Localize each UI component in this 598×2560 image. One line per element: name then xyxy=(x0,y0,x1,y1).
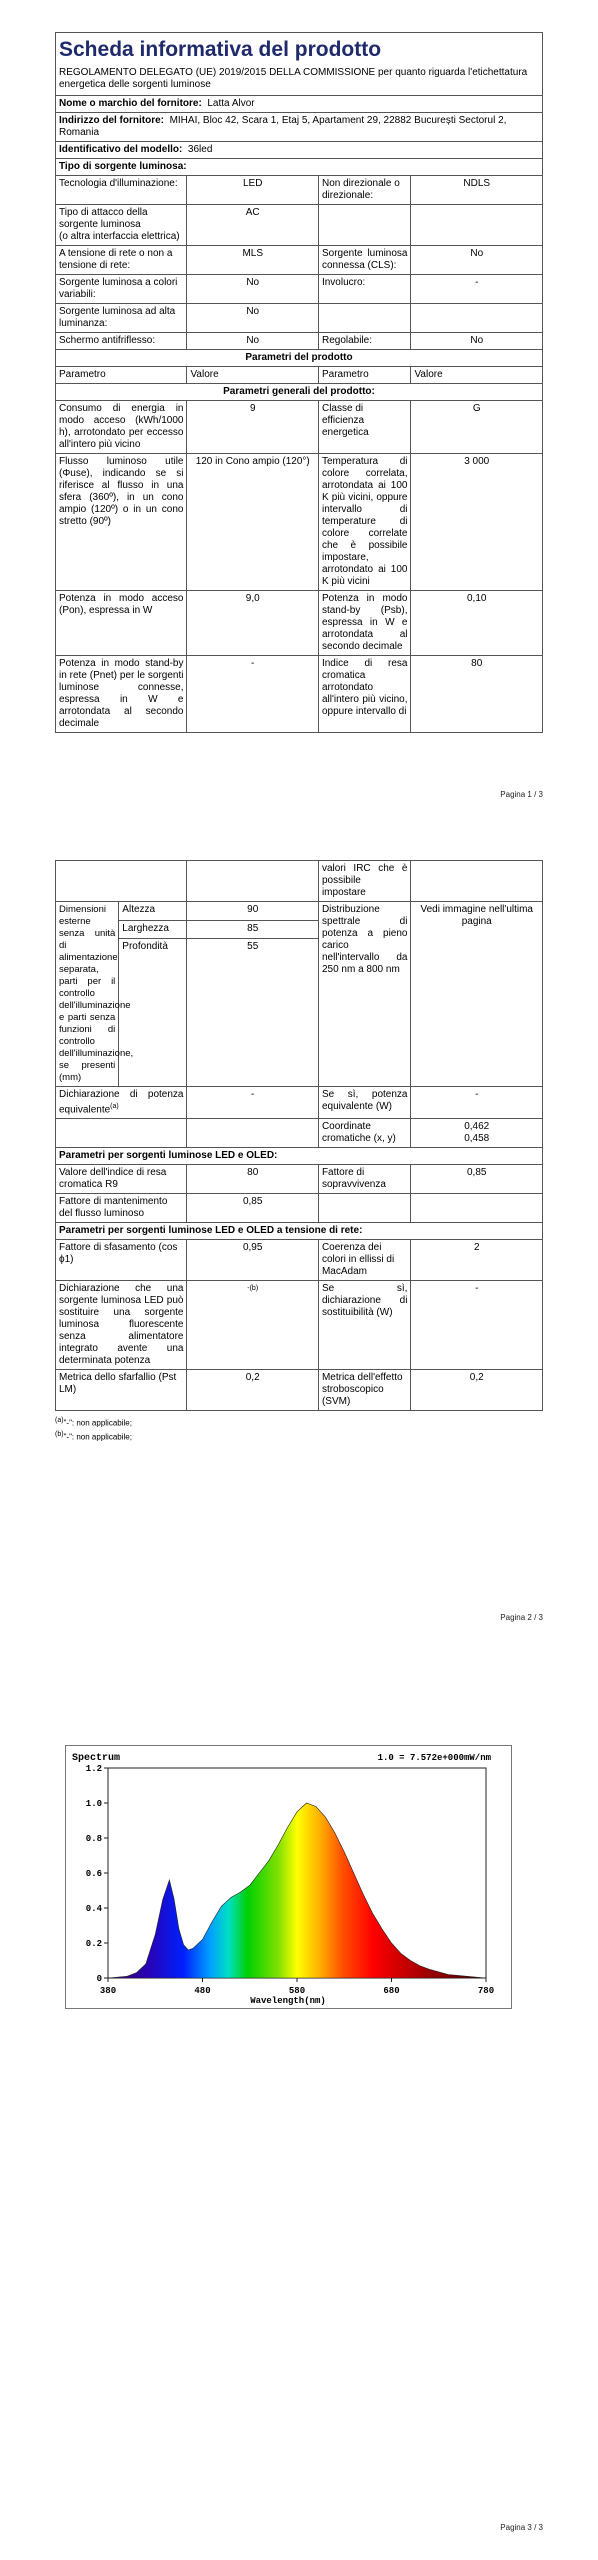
directional-value: NDLS xyxy=(411,176,543,205)
footnote-a xyxy=(55,1415,543,1429)
y-tick-label: 0 xyxy=(96,1974,102,1984)
energy-value: 9 xyxy=(187,401,318,454)
width-value: 85 xyxy=(187,920,318,939)
depth-label: Profondità xyxy=(119,939,187,1087)
supplier-address: MIHAI, Bloc 42, Scara 1, Etaj 5, Apartament 29, 22882 București Sectorul 2, Romania xyxy=(59,115,507,138)
page-2 xyxy=(0,820,598,1680)
footnote-a-text: "-": non applicabile; xyxy=(63,1418,132,1428)
replace-label: Dichiarazione che una sorgente luminosa LED può sostituire una sorgente luminosa fluorescente senza alimentatore integrato avente una determinata potenza xyxy=(56,1281,187,1370)
antiglare-value: No xyxy=(187,333,318,350)
page-3 xyxy=(0,1680,598,2560)
phase-value: 0,95 xyxy=(187,1240,318,1281)
flux-value: 120 in Cono ampio (120°) xyxy=(187,454,318,591)
pon-label: Potenza in modo acceso (Pon), espressa in W xyxy=(56,591,187,656)
spd-label: Distribuzione spettrale di potenza a pieno carico nell'intervallo da 250 nm a 800 nm xyxy=(318,902,411,1087)
r9-value: 80 xyxy=(187,1165,318,1194)
y-tick-label: 1.2 xyxy=(85,1764,102,1774)
page-title: Scheda informativa del prodotto xyxy=(59,38,382,61)
equiv-w-value: - xyxy=(411,1087,543,1119)
svm-value: 0,2 xyxy=(411,1370,543,1411)
energy-label: Consumo di energia in modo acceso (kWh/1000 h), arrotondato per eccesso all'intero più vicino xyxy=(56,401,187,454)
cri-value: 80 xyxy=(411,656,543,733)
col-value-1: Valore xyxy=(187,367,318,384)
x-tick-label: 580 xyxy=(288,1986,306,1996)
replace-value-sup: -(b) xyxy=(247,1285,259,1293)
supplier-address-row xyxy=(56,113,543,142)
x-tick-label: 380 xyxy=(99,1986,117,1996)
product-info-sheet-continued xyxy=(55,860,543,1443)
col-param-2: Parametro xyxy=(318,367,411,384)
pon-value: 9,0 xyxy=(187,591,318,656)
chroma-x: 0,462 xyxy=(464,1121,490,1133)
empty-cell xyxy=(318,1194,411,1223)
product-info-table xyxy=(55,32,543,733)
chroma-y: 0,458 xyxy=(464,1133,490,1145)
dimmable-value: No xyxy=(411,333,543,350)
replace-w-label: Se sì, dichiarazione di sostituibilità (W) xyxy=(318,1281,411,1370)
high-luminance-label: Sorgente luminosa ad alta luminanza: xyxy=(56,304,187,333)
page-1 xyxy=(0,0,598,820)
x-axis-label: Wavelength(nm) xyxy=(250,1996,326,2006)
x-tick-label: 780 xyxy=(477,1986,495,1996)
model-row xyxy=(56,142,543,159)
empty-cell xyxy=(411,861,543,902)
chroma-label: Coordinate cromatiche (x, y) xyxy=(318,1119,411,1148)
spectrum-area xyxy=(108,1803,486,1978)
params-header: Parametri del prodotto xyxy=(56,350,543,367)
regulation-text: REGOLAMENTO DELEGATO (UE) 2019/2015 DELLA COMMISSIONE per quanto riguarda l'etichettatura energetica delle sorgenti luminose xyxy=(59,67,528,90)
width-label: Larghezza xyxy=(119,920,187,939)
y-tick-label: 0.2 xyxy=(85,1939,102,1949)
y-tick-label: 1.0 xyxy=(85,1799,102,1809)
empty-cell xyxy=(318,205,411,246)
dimmable-label: Regolabile: xyxy=(318,333,411,350)
spectrum-chart-frame xyxy=(65,1745,512,2009)
col-value-2: Valore xyxy=(411,367,543,384)
envelope-value: - xyxy=(411,275,543,304)
product-info-table-continued xyxy=(55,860,543,1411)
cls-label: Sorgente luminosa connessa (CLS): xyxy=(318,246,411,275)
phase-label: Fattore di sfasamento (cos ϕ1) xyxy=(56,1240,187,1281)
tunable-value: No xyxy=(187,275,318,304)
col-param-1: Parametro xyxy=(56,367,187,384)
lumen-maint-label: Fattore di mantenimento del flusso luminoso xyxy=(56,1194,187,1223)
supplier-name-label: Nome o marchio del fornitore: xyxy=(59,98,202,109)
depth-value: 55 xyxy=(187,939,318,1087)
psb-value: 0,10 xyxy=(411,591,543,656)
chart-title: Spectrum xyxy=(72,1753,121,1764)
empty-cell xyxy=(187,1119,318,1148)
height-label: Altezza xyxy=(119,902,187,921)
empty-cell xyxy=(318,304,411,333)
page-number-3: Pagina 3 / 3 xyxy=(500,2523,543,2532)
supplier-name: Latta Alvor xyxy=(207,98,255,109)
psb-label: Potenza in modo stand-by (Psb), espressa in W e arrotondata al secondo decimale xyxy=(318,591,411,656)
x-tick-label: 480 xyxy=(194,1986,211,1996)
cct-label: Temperatura di colore correlata, arrotondata ai 100 K più vicini, oppure intervallo di temperature di colore correlate che è possibile impostare, arrotondato ai 100 K più vicini xyxy=(318,454,411,591)
y-tick-label: 0.4 xyxy=(85,1904,102,1914)
r9-label: Valore dell'indice di resa cromatica R9 xyxy=(56,1165,187,1194)
empty-cell xyxy=(411,205,543,246)
cct-value: 3 000 xyxy=(411,454,543,591)
survival-value: 0,85 xyxy=(411,1165,543,1194)
empty-cell xyxy=(411,1194,543,1223)
flux-label: Flusso luminoso utile (Φuse), indicando se si riferisce al flusso in una sfera (360º), in un cono ampio (120º) o in un cono stretto (90º) xyxy=(56,454,187,591)
macadam-label: Coerenza dei colori in ellissi di MacAdam xyxy=(318,1240,411,1281)
mains-label: A tensione di rete o non a tensione di rete: xyxy=(56,246,187,275)
led-params-header: Parametri per sorgenti luminose LED e OLED: xyxy=(56,1148,543,1165)
class-value: G xyxy=(411,401,543,454)
empty-cell xyxy=(187,861,318,902)
footnote-b xyxy=(55,1429,543,1443)
supplier-address-label: Indirizzo del fornitore: xyxy=(59,115,164,126)
page-number-2: Pagina 2 / 3 xyxy=(500,1613,543,1622)
equiv-value: - xyxy=(187,1087,318,1119)
pst-label: Metrica dello sfarfallio (Pst LM) xyxy=(56,1370,187,1411)
antiglare-label: Schermo antifriflesso: xyxy=(56,333,187,350)
spd-value: Vedi immagine nell'ultima pagina xyxy=(411,902,543,1087)
equiv-w-label: Se sì, potenza equivalente (W) xyxy=(318,1087,411,1119)
footnote-a-mark: (a) xyxy=(55,1417,64,1425)
tunable-label: Sorgente luminosa a colori variabili: xyxy=(56,275,187,304)
product-info-sheet xyxy=(55,32,543,733)
chroma-value xyxy=(411,1119,543,1148)
pst-value: 0,2 xyxy=(187,1370,318,1411)
footnotes xyxy=(55,1415,543,1442)
mains-value: MLS xyxy=(187,246,318,275)
directional-label: Non direzionale o direzionale: xyxy=(318,176,411,205)
page-number-1: Pagina 1 / 3 xyxy=(500,790,543,799)
equiv-sup: (a) xyxy=(110,1103,119,1110)
lumen-maint-value: 0,85 xyxy=(187,1194,318,1223)
pnet-label: Potenza in modo stand-by in rete (Pnet) per le sorgenti luminose connesse, espressa in W e arrotondata al secondo decimale xyxy=(56,656,187,733)
high-luminance-value: No xyxy=(187,304,318,333)
svm-label: Metrica dell'effetto stroboscopico (SVM) xyxy=(318,1370,411,1411)
equiv-label xyxy=(56,1087,187,1119)
footnote-b-mark: (b) xyxy=(55,1430,64,1438)
cap-value: AC xyxy=(187,205,318,246)
cri-label-continued: valori IRC che è possibile impostare xyxy=(318,861,411,902)
class-label: Classe di efficienza energetica xyxy=(318,401,411,454)
source-type-header: Tipo di sorgente luminosa: xyxy=(56,159,543,176)
replace-w-value: - xyxy=(411,1281,543,1370)
chart-annotation: 1.0 = 7.572e+000mW/nm xyxy=(377,1753,491,1763)
y-tick-label: 0.8 xyxy=(85,1834,102,1844)
model-label: Identificativo del modello: xyxy=(59,144,183,155)
cap-label-line1: Tipo di attacco della sorgente luminosa xyxy=(59,207,148,230)
mains-params-header: Parametri per sorgenti luminose LED e OLED a tensione di rete: xyxy=(56,1223,543,1240)
supplier-name-row xyxy=(56,96,543,113)
x-tick-label: 680 xyxy=(383,1986,400,1996)
macadam-value: 2 xyxy=(411,1240,543,1281)
footnote-b-text: "-": non applicabile; xyxy=(63,1432,132,1442)
tech-value: LED xyxy=(187,176,318,205)
general-params-header: Parametri generali del prodotto: xyxy=(56,384,543,401)
cls-value: No xyxy=(411,246,543,275)
dimensions-label: Dimensioni esterne senza unità di alimentazione separata, parti per il controllo dell'illuminazione e parti senza funzioni di controllo dell'illuminazione, se presenti (mm) xyxy=(56,902,119,1087)
cap-label-line2: (o altra interfaccia elettrica) xyxy=(59,231,180,242)
spectrum-chart xyxy=(66,1746,511,2008)
model-value: 36led xyxy=(187,144,213,155)
empty-cell xyxy=(411,304,543,333)
empty-cell xyxy=(56,861,187,902)
survival-label: Fattore di sopravvivenza xyxy=(318,1165,411,1194)
height-value: 90 xyxy=(187,902,318,921)
y-tick-label: 0.6 xyxy=(85,1869,102,1879)
tech-label: Tecnologia d'illuminazione: xyxy=(56,176,187,205)
empty-cell xyxy=(56,1119,187,1148)
cri-label: Indice di resa cromatica arrotondato all'intero più vicino, oppure intervallo di xyxy=(318,656,411,733)
replace-value xyxy=(187,1281,318,1370)
equiv-label-text: Dichiarazione di potenza equivalente xyxy=(59,1089,184,1116)
pnet-value: - xyxy=(187,656,318,733)
envelope-label: Involucro: xyxy=(318,275,411,304)
cap-label xyxy=(56,205,187,246)
